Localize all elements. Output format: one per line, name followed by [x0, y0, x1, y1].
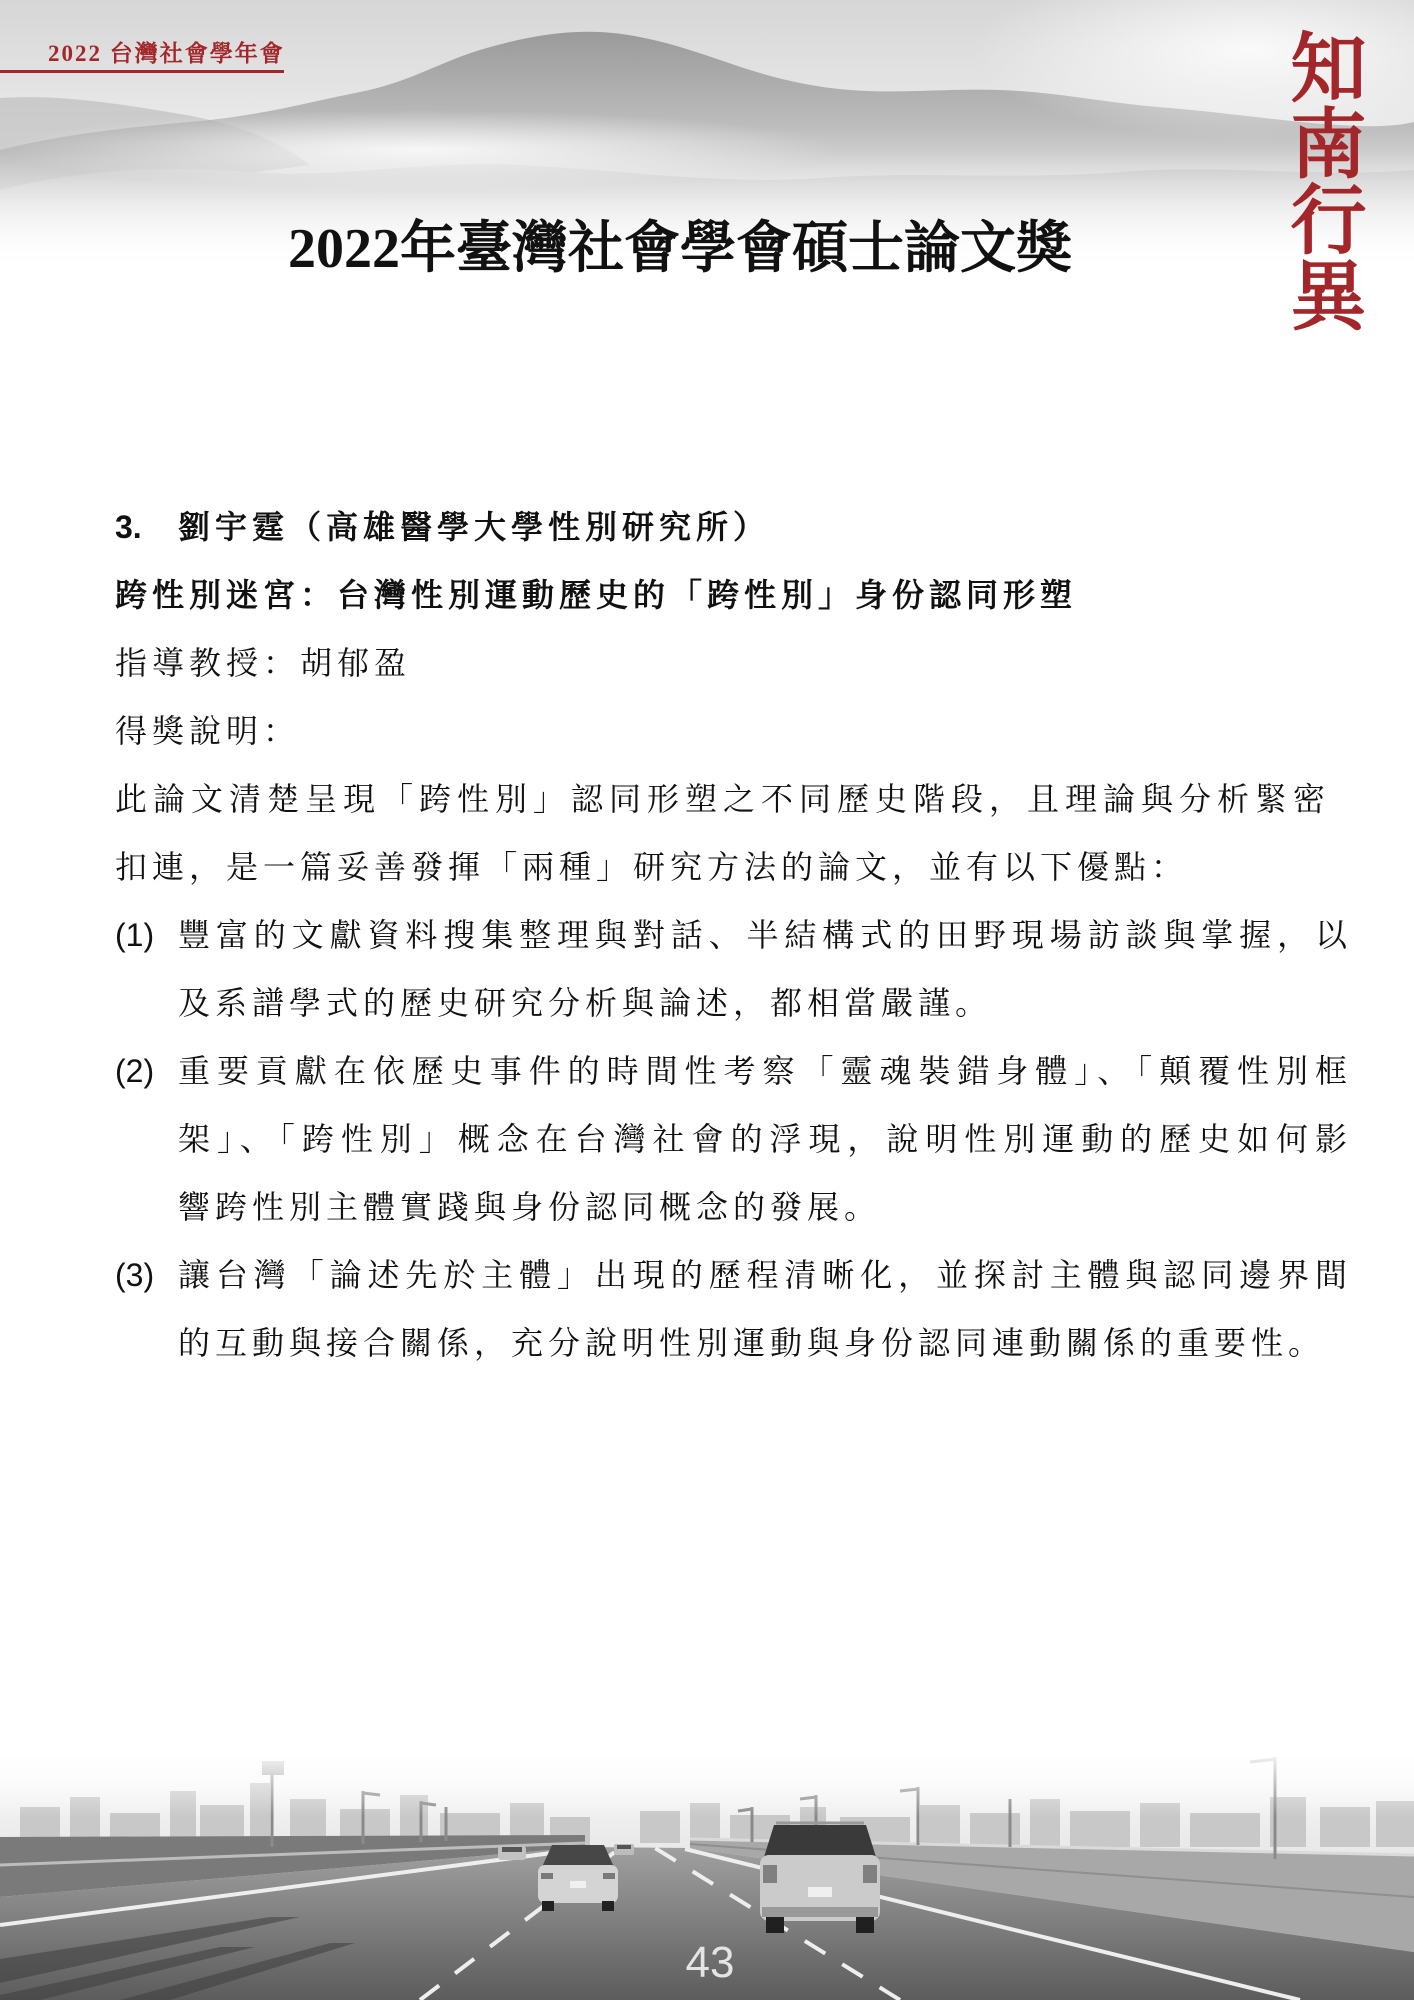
intro-line	[115, 833, 1352, 901]
thesis-title-row	[115, 561, 1352, 629]
top-fade	[0, 1747, 1414, 1817]
point-1-line	[115, 969, 1352, 1037]
hanging-indent	[115, 969, 178, 1037]
point-label: (3)	[115, 1257, 155, 1293]
hanging-indent	[115, 1309, 178, 1377]
header-rule	[0, 70, 284, 73]
calligraphy-logo: 知南行異	[1278, 28, 1367, 332]
award-heading: 得獎說明：	[115, 713, 301, 749]
hanging-indent	[115, 1105, 178, 1173]
point-label: (2)	[115, 1053, 155, 1089]
advisor-row	[115, 629, 1352, 697]
intro-text: 扣連，是一篇妥善發揮「兩種」研究方法的論文，並有以下優點：	[115, 849, 1189, 885]
point-2-line	[115, 1173, 1352, 1241]
point-text: 豐富的文獻資料搜集整理與對話、半結構式的田野現場訪談與掌握，以	[178, 917, 1352, 953]
point-text: 架」、「跨性別」概念在台灣社會的浮現，說明性別運動的歷史如何影	[178, 1121, 1352, 1157]
hanging-indent	[115, 1173, 178, 1241]
sedan-car	[538, 1845, 618, 1911]
award-entry	[115, 493, 1352, 1377]
point-3-line	[115, 1241, 1352, 1309]
page-number: 43	[685, 1938, 735, 1987]
point-text: 重要貢獻在依歷史事件的時間性考察「靈魂裝錯身體」、「顛覆性別框	[178, 1053, 1352, 1089]
intro-line	[115, 765, 1352, 833]
conference-label: 2022 台灣社會學年會	[48, 41, 285, 66]
author-line: 劉宇霆（高雄醫學大學性別研究所）	[178, 509, 771, 545]
point-2-line	[115, 1105, 1352, 1173]
point-text: 讓台灣「論述先於主體」出現的歷程清晰化，並探討主體與認同邊界間	[178, 1257, 1352, 1293]
point-1-line	[115, 901, 1352, 969]
intro-text: 此論文清楚呈現「跨性別」認同形塑之不同歷史階段，且理論與分析緊密	[115, 781, 1330, 817]
entry-number: 3.	[115, 509, 142, 545]
point-text: 響跨性別主體實踐與身份認同概念的發展。	[178, 1189, 882, 1225]
thesis-title: 跨性別迷宮：台灣性別運動歷史的「跨性別」身份認同形塑	[115, 577, 1078, 613]
suv-car	[760, 1823, 880, 1933]
point-3-line	[115, 1309, 1352, 1377]
page-title: 2022年臺灣社會學會碩士論文獎	[288, 218, 1072, 280]
point-2-line	[115, 1037, 1352, 1105]
point-label: (1)	[115, 917, 155, 953]
entry-heading-row	[115, 493, 1352, 561]
advisor: 指導教授：胡郁盈	[115, 645, 412, 681]
award-heading-row	[115, 697, 1352, 765]
point-text: 的互動與接合關係，充分說明性別運動與身份認同連動關係的重要性。	[178, 1325, 1326, 1361]
point-text: 及系譜學式的歷史研究分析與論述，都相當嚴謹。	[178, 985, 993, 1021]
